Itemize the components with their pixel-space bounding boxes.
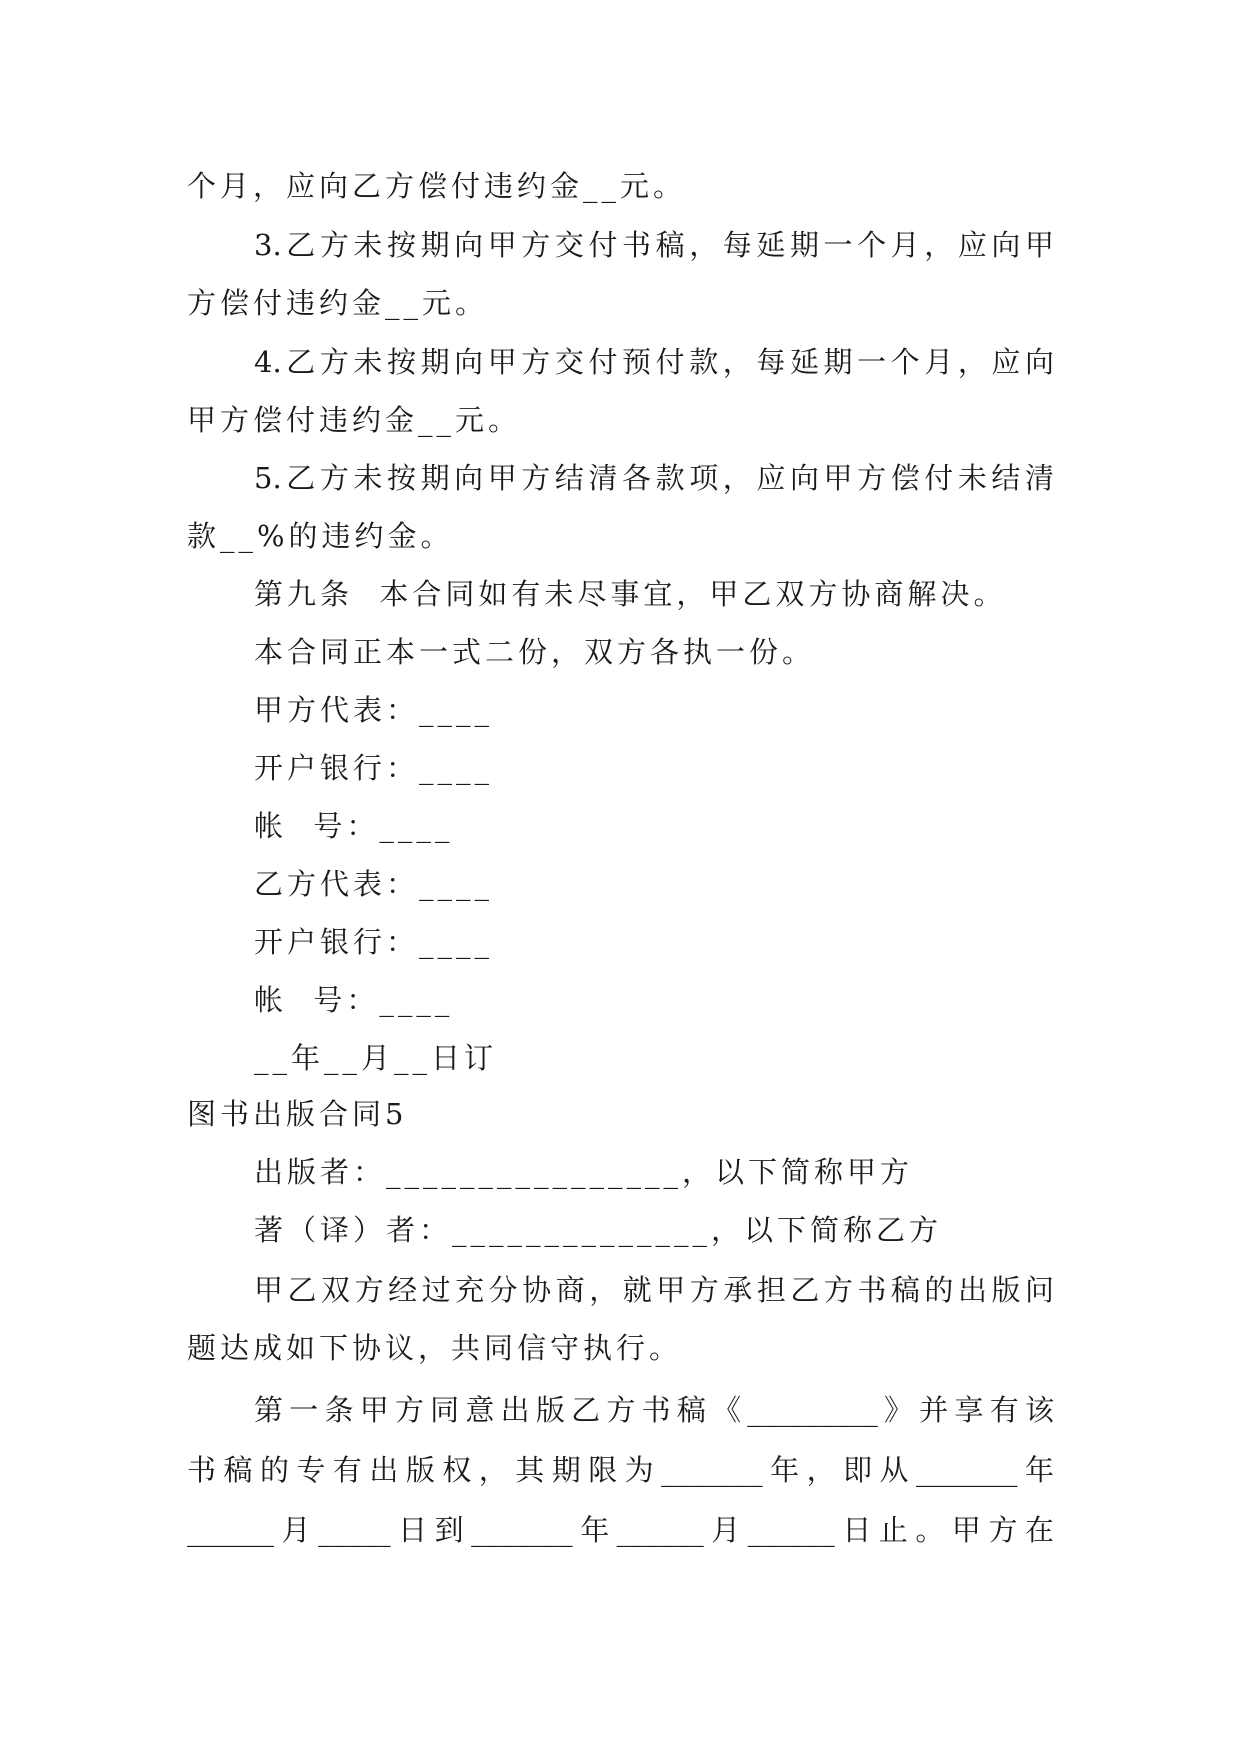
paragraph-line: ______月_____日到_______年______月______日止。甲方在 [187,1513,1054,1547]
party-a-bank-line: 开户银行：____ [254,751,494,785]
paragraph-line: 方偿付违约金__元。 [187,286,489,320]
publisher-line: 出版者：________________，以下简称甲方 [254,1155,914,1189]
paragraph-line: 个月，应向乙方偿付违约金__元。 [187,169,687,203]
paragraph-line: 款__%的违约金。 [187,519,454,553]
paragraph-line: 甲乙双方经过充分协商，就甲方承担乙方书稿的出版问 [254,1273,1054,1307]
paragraph-line: 题达成如下协议，共同信守执行。 [187,1331,683,1365]
paragraph-line: 书稿的专有出版权，其期限为_______年，即从_______年 [187,1453,1054,1487]
party-b-representative-line: 乙方代表：____ [254,867,494,901]
party-a-account-line: 帐 号：____ [254,809,454,843]
paragraph-line: 5.乙方未按期向甲方结清各款项，应向甲方偿付未结清 [254,461,1054,495]
signing-date-line: __年__月__日订 [254,1041,498,1075]
party-b-account-line: 帐 号：____ [254,983,454,1017]
document-title: 图书出版合同5 [187,1097,408,1131]
paragraph-line: 本合同正本一式二份，双方各执一份。 [254,635,816,669]
paragraph-line: 甲方偿付违约金__元。 [187,403,522,437]
party-b-bank-line: 开户银行：____ [254,925,494,959]
party-a-representative-line: 甲方代表：____ [254,693,494,727]
article-nine-line: 第九条 本合同如有未尽事宜，甲乙双方协商解决。 [254,577,1007,611]
paragraph-line: 3.乙方未按期向甲方交付书稿，每延期一个月，应向甲 [254,228,1054,262]
author-line: 著（译）者：______________，以下简称乙方 [254,1213,943,1247]
paragraph-line: 4.乙方未按期向甲方交付预付款，每延期一个月，应向 [254,345,1054,379]
article-one-line: 第一条甲方同意出版乙方书稿《_________》并享有该 [254,1393,1054,1427]
